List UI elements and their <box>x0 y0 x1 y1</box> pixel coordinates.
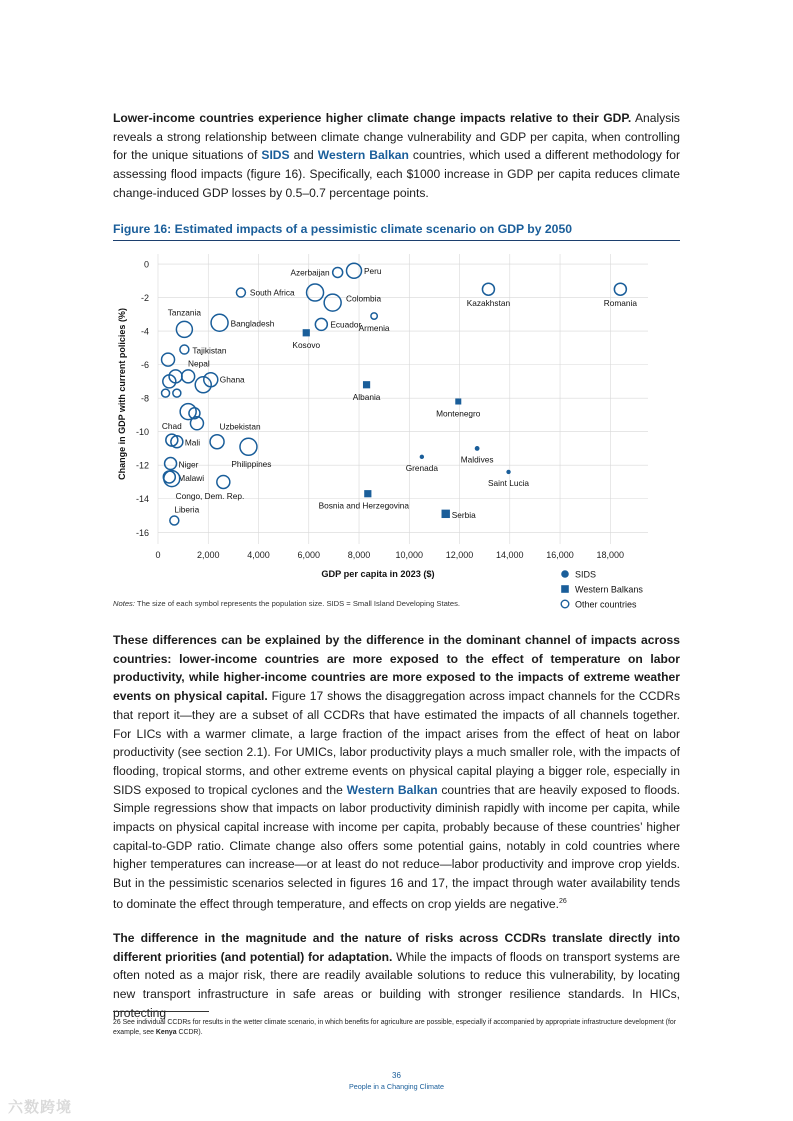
point-label-congo-dem-rep: Congo, Dem. Rep. <box>175 490 245 501</box>
point-tanzania <box>176 321 192 337</box>
y-tick-label: -12 <box>135 460 149 471</box>
page-number: 36 <box>392 1071 401 1080</box>
intro-text: countries, which used a different methodology for assessing flood impacts (figure 16). Specifically, each $1000 increase in GDP per capita reduces climate change-induced GDP losses by 0.5–0.7 percentage points. <box>113 148 681 200</box>
point-label-romania: Romania <box>603 298 637 309</box>
point-congo-dem-rep <box>217 475 230 488</box>
point-unlabeled-country-e <box>173 389 181 397</box>
point-albania <box>363 381 370 388</box>
point-label-kosovo: Kosovo <box>292 339 321 350</box>
x-tick-label: 14,000 <box>496 550 524 560</box>
point-label-montenegro: Montenegro <box>436 408 481 419</box>
point-uzbekistan <box>210 435 224 449</box>
y-tick-label: -14 <box>135 494 149 505</box>
point-bangladesh <box>211 314 228 331</box>
point-label-liberia: Liberia <box>174 504 200 515</box>
point-unlabeled-country-d <box>162 389 170 397</box>
y-tick-label: -6 <box>140 360 149 371</box>
point-label-ghana: Ghana <box>219 374 245 385</box>
point-label-albania: Albania <box>352 391 381 402</box>
x-axis-title: GDP per capita in 2023 ($) <box>321 569 435 579</box>
point-label-bosnia-and-herzegovina: Bosnia and Herzegovina <box>318 500 410 511</box>
notes-label: Notes: <box>113 599 135 608</box>
page-footer-title: People in a Changing Climate <box>348 1082 445 1091</box>
x-tick-label: 8,000 <box>347 550 371 560</box>
legend-western-balkans-marker <box>561 585 569 593</box>
point-label-malawi: Malawi <box>178 472 205 483</box>
x-tick-label: 0 <box>155 550 161 560</box>
y-tick-label: -16 <box>135 527 149 538</box>
point-label-uzbekistan: Uzbekistan <box>219 421 261 432</box>
y-tick-label: 0 <box>143 259 149 270</box>
footnote-bold: Kenya <box>155 1029 177 1036</box>
body2-text: countries that are heavily exposed to floods. Simple regressions show that impacts on labor productivity diminish rapidly with income per capita, while impacts on physical capital increase with income per capita, probably because of these countries’ higher capital-to-GDP ratio. Climate change also offers some potential gains, notably in cold countries where higher temperatures can increase—or at least do not reduce—labor productivity and improve crop yields. But in the pessimistic scenarios selected in figures 16 and 17, the impact through water availability tends to dominate the effect through temperature, and effects on crop yields are negative. <box>113 782 680 911</box>
point-grenada <box>420 455 424 459</box>
point-maldives <box>475 446 480 451</box>
sids-link[interactable]: SIDS <box>261 148 290 163</box>
point-niger <box>165 458 177 470</box>
footnote-text: CCDR). <box>176 1029 203 1036</box>
point-bosnia-and-herzegovina <box>364 490 371 497</box>
point-label-kazakhstan: Kazakhstan <box>466 298 511 309</box>
y-tick-label: -10 <box>135 427 149 438</box>
point-label-armenia: Armenia <box>358 323 390 334</box>
point-saint-lucia <box>506 470 510 474</box>
point-ecuador <box>315 318 327 330</box>
point-label-south-africa: South Africa <box>249 287 295 298</box>
body-paragraph-2 <box>113 631 680 914</box>
watermark-logo: 六数跨境 <box>8 1099 73 1116</box>
body3-text: While the impacts of floods on transport systems are often noted as a major risk, there are readily available solutions to reduce this vulnerability, by locating new transport infrastructure in safe areas or building with stronger resilience standards. In HICs, protecting <box>113 949 680 1020</box>
point-label-philippines: Philippines <box>231 458 272 469</box>
point-philippines <box>240 438 257 455</box>
x-tick-label: 16,000 <box>546 550 574 560</box>
point-label-colombia: Colombia <box>346 293 382 304</box>
point-nepal <box>162 353 175 366</box>
intro-paragraph <box>113 109 680 203</box>
point-liberia <box>170 516 179 525</box>
point-label-tanzania: Tanzania <box>167 307 201 318</box>
point-label-chad: Chad <box>161 421 182 432</box>
x-tick-label: 6,000 <box>297 550 321 560</box>
body2-lead: These differences can be explained by the difference in the dominant channel of impacts across countries: lower-income countries are more exposed to the effect of temperature on labor productivity, while higher-income countries are more exposed to the impacts of extreme weather events on physical capital. <box>113 633 680 704</box>
point-unlabeled-country-c <box>182 370 195 383</box>
point-kazakhstan <box>482 283 494 295</box>
footnote-text: See individual CCDRs for results in the wetter climate scenario, in which benefits for agriculture are possible, especially if accompanied by appropriate infrastructure development (for example, see <box>113 1019 677 1036</box>
x-tick-label: 18,000 <box>596 550 625 560</box>
legend-label: Western Balkans <box>575 584 643 595</box>
point-armenia <box>371 313 377 319</box>
intro-lead: Lower-income countries experience higher climate change impacts relative to their GDP. <box>113 111 632 125</box>
x-tick-label: 12,000 <box>445 550 474 560</box>
point-label-saint-lucia: Saint Lucia <box>488 477 530 488</box>
point-label-ecuador: Ecuador <box>330 319 362 330</box>
point-montenegro <box>455 399 461 405</box>
point-kosovo <box>303 329 310 336</box>
footnote-number: 26 <box>113 1019 121 1026</box>
body2-text: Figure 17 shows the disaggregation across impact channels for the CCDRs that report it—they are a subset of all CCDRs that have estimated the impacts of all channels together. For LICs with a warmer climate, a large fraction of the impact arises from the effect of heat on labor productivity (see section 2.1). For UMICs, labor productivity plays a much smaller role, with the impacts of flooding, tropical storms, and other extreme events on physical capital playing a bigger role, especially in SIDS exposed to tropical cyclones and the <box>113 689 680 797</box>
body3-lead: The difference in the magnitude and the nature of risks across CCDRs translate directly into different priorities (and potential) for adaptation. <box>113 931 680 964</box>
point-south-africa <box>236 288 245 297</box>
x-tick-label: 2,000 <box>196 550 220 560</box>
point-malawi <box>163 471 175 483</box>
point-label-azerbaijan: Azerbaijan <box>290 267 330 278</box>
figure-notes <box>113 599 460 608</box>
legend-other-countries-marker <box>561 600 569 608</box>
x-tick-label: 10,000 <box>395 550 424 560</box>
point-azerbaijan <box>333 267 343 277</box>
point-label-grenada: Grenada <box>405 462 438 473</box>
point-label-bangladesh: Bangladesh <box>230 318 275 329</box>
point-label-serbia: Serbia <box>451 509 476 520</box>
point-label-mali: Mali <box>184 437 201 448</box>
point-tajikistan <box>180 345 189 354</box>
point-label-niger: Niger <box>178 459 199 470</box>
x-tick-label: 4,000 <box>247 550 270 560</box>
body-paragraph-3 <box>113 929 680 1023</box>
legend-sids-marker <box>561 570 569 578</box>
notes-text: The size of each symbol represents the population size. SIDS = Small Island Developing States. <box>134 599 461 608</box>
point-colombia <box>307 284 324 301</box>
point-label-tajikistan: Tajikistan <box>192 345 227 356</box>
point-serbia <box>442 510 450 518</box>
y-axis-title: Change in GDP with current policies (%) <box>117 308 127 480</box>
footnote <box>113 1018 680 1038</box>
footnote-ref[interactable]: 26 <box>558 897 567 905</box>
y-tick-label: -4 <box>140 326 149 337</box>
point-romania <box>614 283 626 295</box>
footnote-divider <box>113 1011 209 1012</box>
legend-label: SIDS <box>575 569 597 580</box>
figure-title: Figure 16: Estimated impacts of a pessimistic climate scenario on GDP by 2050 <box>113 222 680 241</box>
point-colombia-second-marker <box>324 294 341 311</box>
intro-text: and <box>289 148 318 163</box>
point-label-nepal: Nepal <box>188 358 210 369</box>
legend-label: Other countries <box>575 599 637 610</box>
western-balkan-link[interactable]: Western Balkan <box>317 148 409 163</box>
intro-text: Analysis reveals a strong relationship between climate change vulnerability and GDP per capita, when controlling for the unique situations of <box>113 111 680 163</box>
y-tick-label: -8 <box>140 393 149 404</box>
western-balkan-link[interactable]: Western Balkan <box>346 782 438 797</box>
point-label-peru: Peru <box>364 265 382 276</box>
point-label-maldives: Maldives <box>460 454 494 465</box>
y-tick-label: -2 <box>140 293 149 304</box>
